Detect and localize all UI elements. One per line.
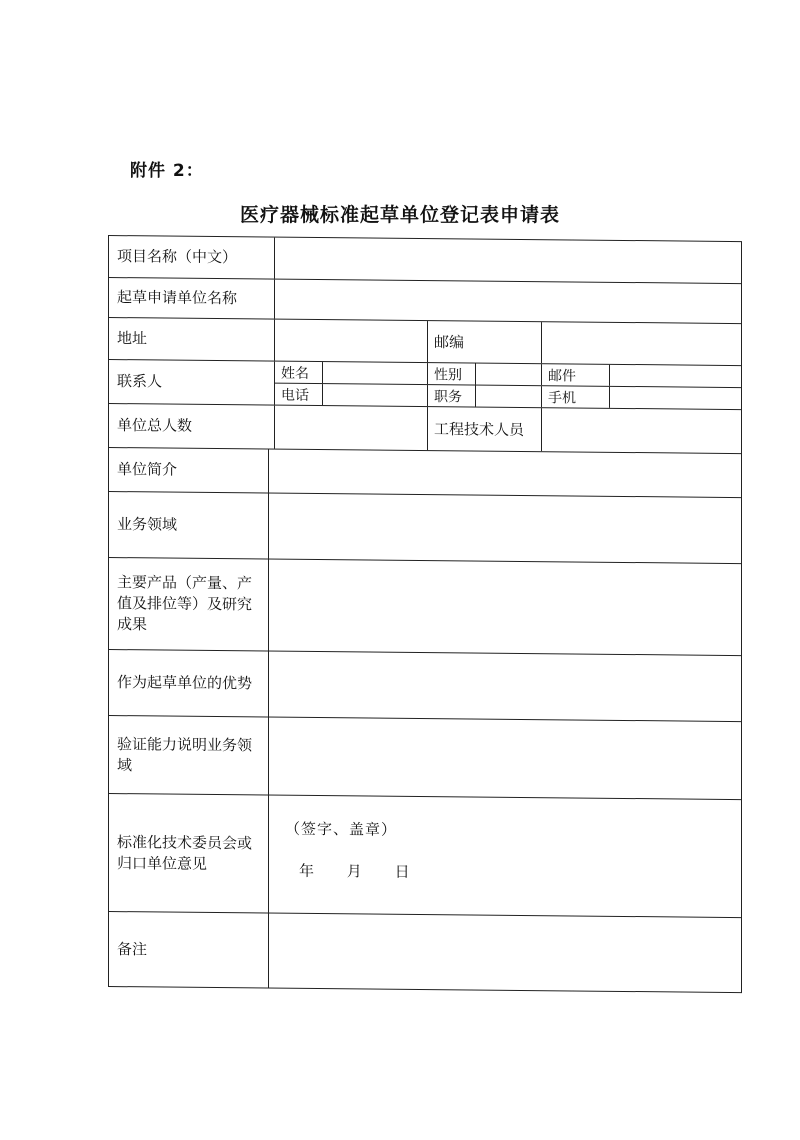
field-email[interactable] xyxy=(610,365,741,387)
field-gender[interactable] xyxy=(476,364,542,386)
row-business-field xyxy=(109,492,741,564)
label-gender: 性别 xyxy=(428,363,476,384)
label-address: 地址 xyxy=(109,318,275,361)
form-title: 医疗器械标准起草单位登记表申请表 xyxy=(239,204,560,226)
label-project-name: 项目名称（中文） xyxy=(109,236,275,279)
field-mobile[interactable] xyxy=(610,387,741,409)
label-postcode: 邮编 xyxy=(428,321,542,363)
row-contact xyxy=(109,360,741,410)
contact-grid xyxy=(275,362,741,409)
field-main-products[interactable] xyxy=(269,560,741,656)
attachment-label: 附件 2： xyxy=(130,161,204,181)
field-verification[interactable] xyxy=(269,718,741,800)
row-advantages xyxy=(109,650,741,722)
field-total-staff[interactable] xyxy=(275,406,428,450)
field-remarks[interactable] xyxy=(269,914,741,993)
row-committee-opinion xyxy=(109,794,741,918)
year-label: 年 xyxy=(299,861,315,880)
row-main-products xyxy=(109,558,741,656)
label-applicant-unit: 起草申请单位名称 xyxy=(109,278,275,319)
row-project-name xyxy=(109,236,741,284)
contact-row-2 xyxy=(275,384,741,409)
row-verification xyxy=(109,716,741,800)
field-name[interactable] xyxy=(323,362,428,384)
field-advantages[interactable] xyxy=(269,652,741,722)
label-mobile: 手机 xyxy=(542,386,610,408)
label-unit-intro: 单位简介 xyxy=(109,448,269,493)
field-phone[interactable] xyxy=(323,384,428,406)
field-postcode[interactable] xyxy=(542,322,741,365)
signature-date xyxy=(299,860,438,882)
label-engineers: 工程技术人员 xyxy=(428,407,542,451)
row-applicant-unit xyxy=(109,278,741,324)
month-label: 月 xyxy=(346,862,362,881)
field-applicant-unit[interactable] xyxy=(275,280,741,323)
field-business-field[interactable] xyxy=(269,494,741,564)
label-contact: 联系人 xyxy=(109,360,275,405)
field-position[interactable] xyxy=(476,386,542,408)
application-form-table xyxy=(108,235,742,993)
field-project-name[interactable] xyxy=(275,238,741,283)
label-verification: 验证能力说明业务领域 xyxy=(109,716,269,795)
label-position: 职务 xyxy=(428,385,476,406)
committee-signature-area[interactable] xyxy=(269,796,741,918)
field-unit-intro[interactable] xyxy=(269,450,741,498)
label-business-field: 业务领域 xyxy=(109,492,269,559)
label-email: 邮件 xyxy=(542,364,610,386)
field-engineers[interactable] xyxy=(542,408,741,453)
row-remarks xyxy=(109,912,741,992)
label-total-staff: 单位总人数 xyxy=(109,404,275,449)
row-address xyxy=(109,318,741,366)
row-total-staff xyxy=(109,404,741,454)
label-name: 姓名 xyxy=(275,362,323,383)
label-committee-opinion: 标准化技术委员会或归口单位意见 xyxy=(109,794,269,913)
field-address[interactable] xyxy=(275,320,428,362)
label-phone: 电话 xyxy=(275,384,323,405)
signature-note: （签字、盖章） xyxy=(285,819,398,839)
label-main-products: 主要产品（产量、产值及排位等）及研究成果 xyxy=(109,558,269,651)
day-label: 日 xyxy=(394,862,410,881)
row-unit-intro xyxy=(109,448,741,498)
label-remarks: 备注 xyxy=(109,912,269,988)
label-advantages: 作为起草单位的优势 xyxy=(109,650,269,717)
